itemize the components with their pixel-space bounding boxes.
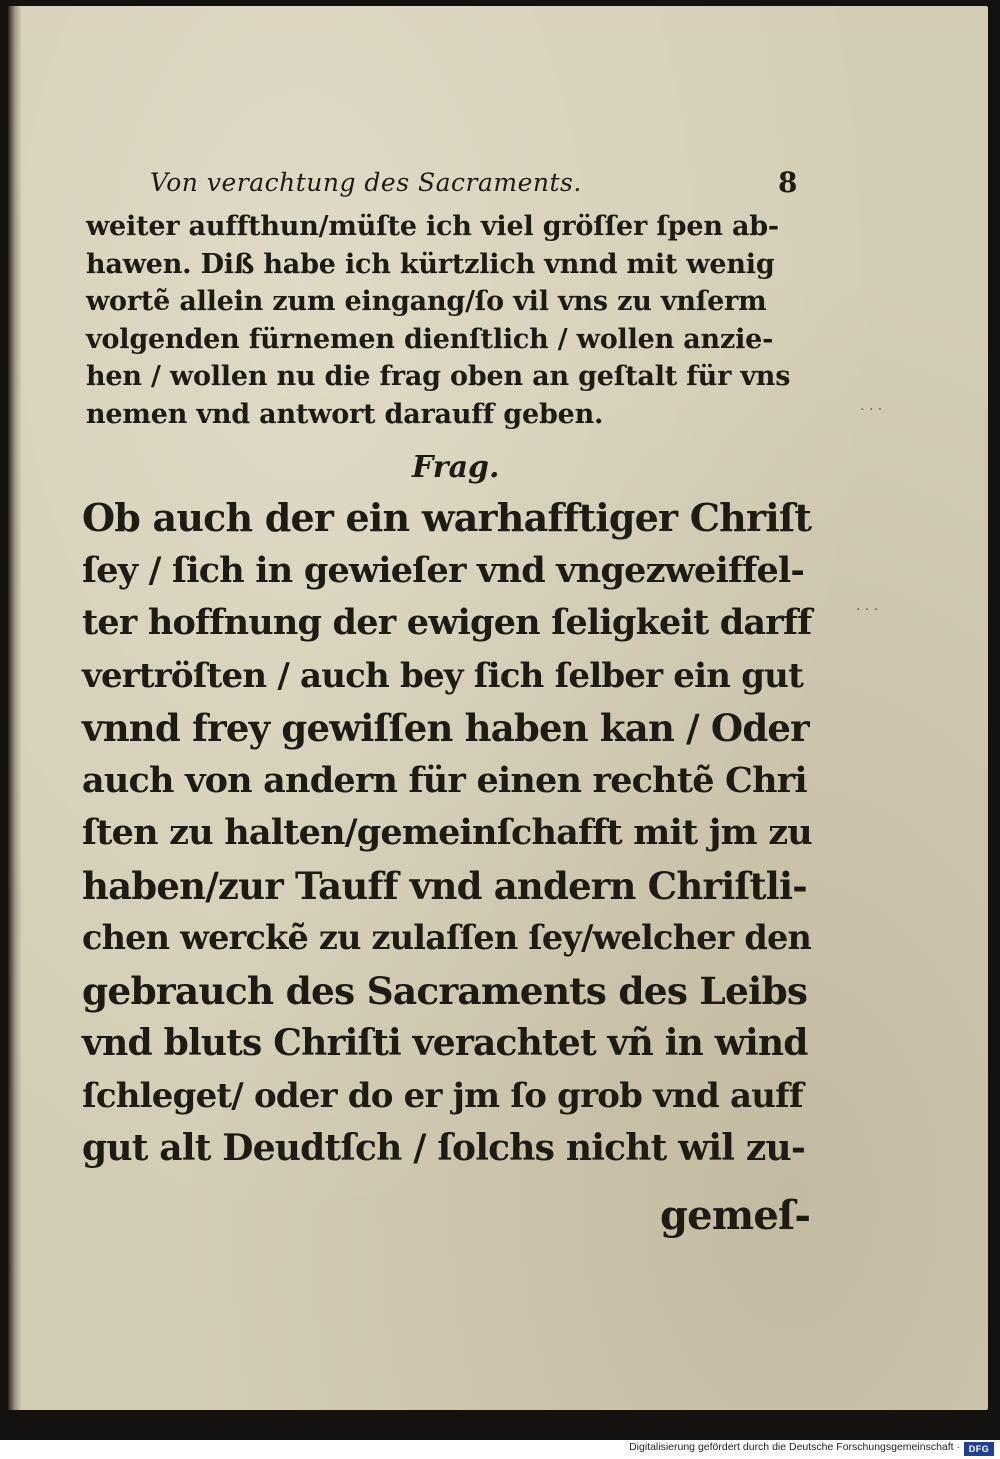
text-line: Ob auch der ein warhafftiger Chriſt bbox=[82, 495, 812, 540]
text-line: ſey / ſich in gewieſer vnd vngezweiffel- bbox=[82, 549, 805, 591]
paper-speck: · · · bbox=[856, 602, 879, 618]
text-line: hen / wollen nu die frag oben an geſtalt für vns bbox=[86, 361, 791, 392]
catchword: gemeſ- bbox=[660, 1192, 811, 1239]
text-line: ter hoffnung der ewigen ſeligkeit darff bbox=[82, 602, 812, 643]
text-line: nemen vnd antwort darauff geben. bbox=[86, 398, 604, 430]
text-line: wortẽ allein zum eingang/ſo vil vns zu vnſerm bbox=[86, 286, 767, 317]
text-line: volgenden fürnemen dienſtlich / wollen anzie- bbox=[86, 323, 774, 355]
text-line: vnnd frey gewiſſen haben kan / Oder bbox=[82, 706, 809, 750]
question-paragraph bbox=[82, 492, 812, 1175]
text-line: vnd bluts Chriſti verachtet vñ in wind bbox=[82, 1022, 808, 1064]
dfg-logo-icon: DFG bbox=[964, 1442, 994, 1456]
paper-speck: · · · bbox=[860, 402, 883, 418]
text-line: haben/zur Tauff vnd andern Chriſtli- bbox=[82, 863, 807, 908]
folio-number: 8 bbox=[778, 166, 798, 199]
text-line: ſchleget/ oder do er jm ſo grob vnd auff bbox=[82, 1075, 803, 1116]
text-line: ſten zu halten/gemeinſchafft mit jm zu bbox=[82, 812, 812, 853]
intro-paragraph bbox=[86, 208, 806, 433]
section-heading: Frag. bbox=[412, 450, 500, 485]
text-line: hawen. Diß habe ich kürtzlich vnnd mit wenig bbox=[86, 248, 775, 280]
text-line: chen werckẽ zu zulaſſen ſey/welcher den bbox=[82, 918, 812, 957]
text-line: weiter auffthun/müſte ich viel gröſſer ſpen ab- bbox=[86, 211, 779, 242]
text-line: vertröſten / auch bey ſich ſelber ein gut bbox=[82, 655, 804, 696]
text-line: gebrauch des Sacraments des Leibs bbox=[82, 968, 808, 1013]
text-line: auch von andern für einen rechtẽ Chri bbox=[82, 759, 807, 801]
text-line: gut alt Deudtſch / ſolchs nicht wil zu- bbox=[82, 1127, 805, 1169]
page-gutter-shadow bbox=[8, 6, 22, 1410]
funding-credit: Digitalisierung gefördert durch die Deutsche Forschungsgemeinschaft · bbox=[629, 1441, 960, 1453]
running-head: Von verachtung des Sacraments. bbox=[150, 168, 582, 197]
